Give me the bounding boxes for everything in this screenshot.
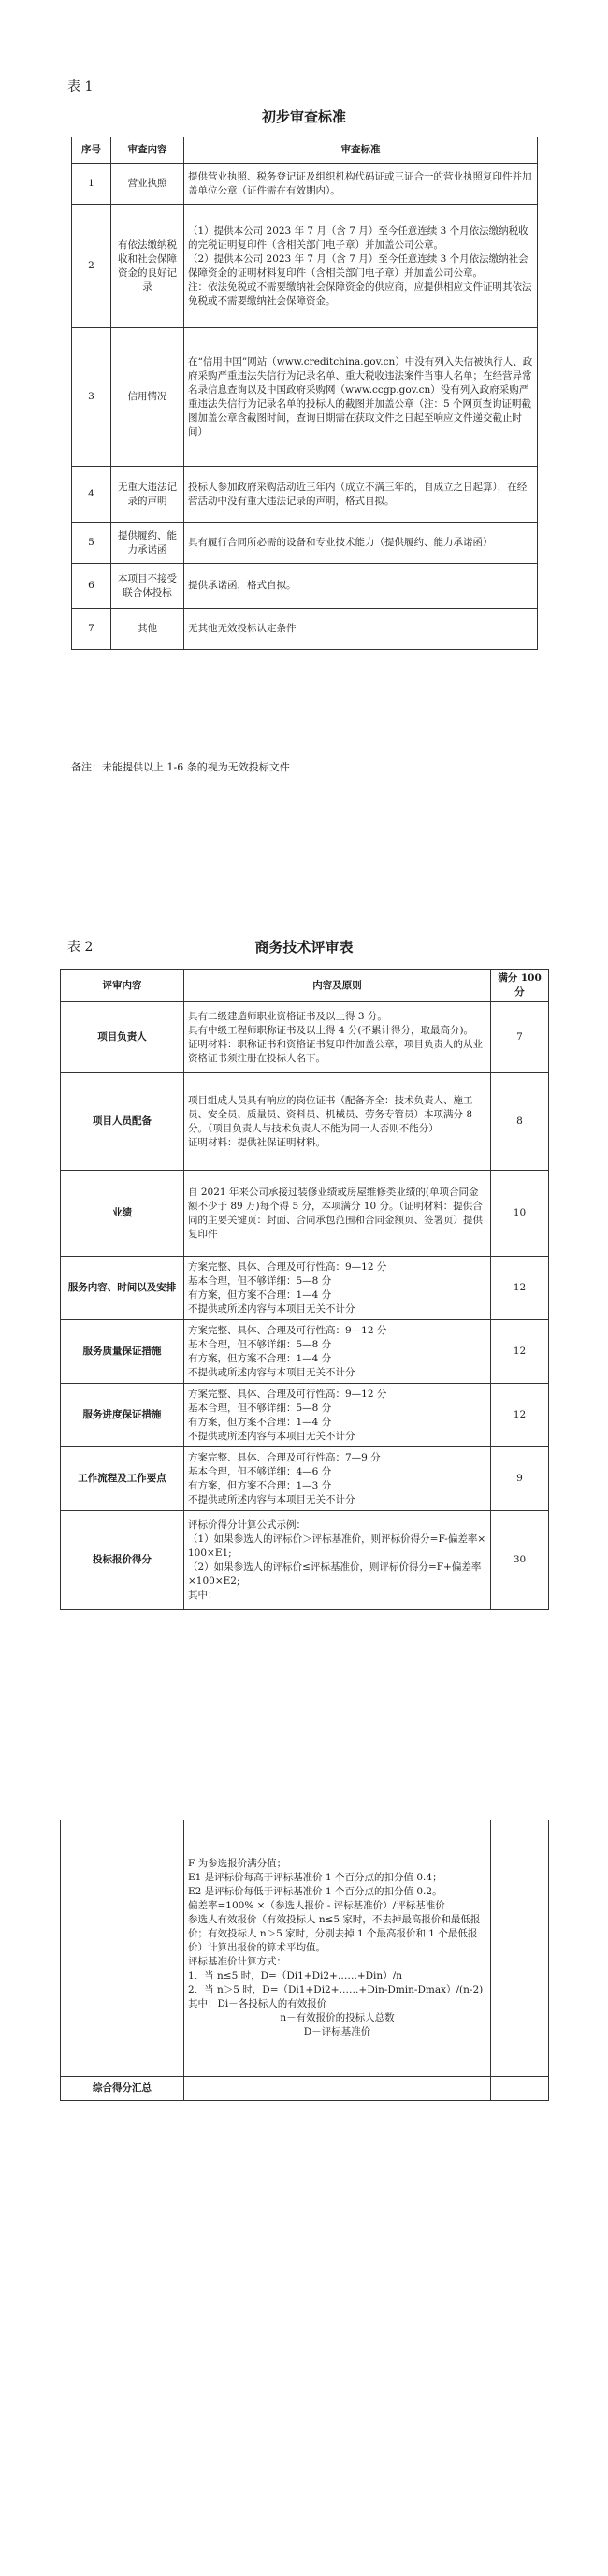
business-technical-review-table xyxy=(60,969,549,1610)
standard-line: 提供承诺函，格式自拟。 xyxy=(188,580,297,591)
detail-line: E1 是评标价每高于评标基准价 1 个百分点的扣分值 0.4； xyxy=(188,1872,442,1883)
content-line: （2）如果参选人的评标价≤评标基准价，则评标价得分=F+偏差率×100×E2; xyxy=(188,1561,482,1587)
table-row xyxy=(61,1073,549,1171)
row-no: 5 xyxy=(72,523,111,564)
header-standard: 审查标准 xyxy=(184,137,538,164)
row-content xyxy=(184,1002,491,1073)
content-line: 具有中级工程师职称证书及以上得 4 分(不累计得分，取最高分)。 xyxy=(188,1024,474,1036)
row-standard xyxy=(184,564,538,609)
row-content xyxy=(184,1511,491,1610)
detail-line-centered: D－评标基准价 xyxy=(303,2026,371,2037)
content-line: 自 2021 年来公司承接过装修业绩或房屋维修类业绩的(单项合同金额不少于 89 万)每个得 5 分，本项满分 10 分。（证明材料：提供合同的主要关键页：封面、合同承包范围和合同金额页、签署页）提供复印件 xyxy=(188,1186,483,1240)
table-row xyxy=(61,1171,549,1257)
header-score: 满分 100 分 xyxy=(491,970,549,1002)
detail-line: F 为参选报价满分值； xyxy=(188,1858,287,1869)
content-line: （1）如果参选人的评标价＞评标基准价，则评标价得分=F-偏差率×100×E1; xyxy=(188,1533,486,1559)
row-item: 投标报价得分 xyxy=(61,1511,184,1610)
table1-header-row xyxy=(72,137,538,164)
table-row xyxy=(61,1447,549,1511)
row-item: 营业执照 xyxy=(111,164,184,205)
detail-line: 其中：Di－各投标人的有效报价 xyxy=(188,1998,327,2009)
content-line: 基本合理，但不够详细：5—8 分 xyxy=(188,1338,332,1350)
content-line: 方案完整、具体、合理及可行性高：9—12 分 xyxy=(188,1388,387,1400)
content-line: 具有二级建造师职业资格证书及以上得 3 分。 xyxy=(188,1010,387,1022)
content-line: 有方案，但方案不合理：1—4 分 xyxy=(188,1352,332,1364)
detail-line: 偏差率=100% ×（参选人报价 - 评标基准价）/评标基准价 xyxy=(188,1900,445,1911)
row-no: 2 xyxy=(72,205,111,328)
table1-label: 表 1 xyxy=(67,79,94,94)
row-item: 无重大违法记录的声明 xyxy=(111,467,184,523)
detail-line: 2、当 n＞5 时，D=（Di1+Di2+……+Din-Dmin-Dmax）/(n-2) xyxy=(188,1984,484,1995)
table-row xyxy=(72,328,538,467)
row-no: 7 xyxy=(72,609,111,650)
detail-line: 评标基准价计算方式： xyxy=(188,1956,286,1967)
price-score-detail xyxy=(184,1820,491,2077)
standard-line: 注：依法免税或不需要缴纳社会保障资金的供应商，应提供相应文件证明其依法免税或不需要缴纳社会保障资金。 xyxy=(188,281,532,307)
table-row xyxy=(72,205,538,328)
content-line: 不提供或所述内容与本项目无关不计分 xyxy=(188,1493,355,1505)
row-no: 6 xyxy=(72,564,111,609)
detail-line-centered: n－有效报价的投标人总数 xyxy=(280,2012,395,2023)
content-line: 方案完整、具体、合理及可行性高：9—12 分 xyxy=(188,1260,387,1273)
row-score: 12 xyxy=(491,1384,549,1447)
standard-line: 具有履行合同所必需的设备和专业技术能力（提供履约、能力承诺函） xyxy=(188,537,493,548)
content-line: 方案完整、具体、合理及可行性高：7—9 分 xyxy=(188,1451,381,1463)
row-score: 30 xyxy=(491,1511,549,1610)
table-row xyxy=(61,1820,549,2077)
table-row xyxy=(61,1002,549,1073)
content-line: 证明材料：职称证书和资格证书复印件加盖公章，项目负责人的从业资格证书须注册在投标人名下。 xyxy=(188,1038,483,1064)
row-item: 提供履约、能力承诺函 xyxy=(111,523,184,564)
detail-line: 1、当 n≤5 时，D=（Di1+Di2+……+Din）/n xyxy=(188,1970,402,1981)
cont-item-cell xyxy=(61,1820,184,2077)
row-item: 服务进度保证措施 xyxy=(61,1384,184,1447)
header-item: 评审内容 xyxy=(61,970,184,1002)
content-line: 有方案，但方案不合理：1—4 分 xyxy=(188,1288,332,1301)
row-standard xyxy=(184,609,538,650)
content-line: 不提供或所述内容与本项目无关不计分 xyxy=(188,1302,355,1315)
content-line: 方案完整、具体、合理及可行性高：9—12 分 xyxy=(188,1324,387,1336)
row-item: 信用情况 xyxy=(111,328,184,467)
row-score: 12 xyxy=(491,1320,549,1384)
table1-title: 初步审查标准 xyxy=(261,108,346,125)
table2-title: 商务技术评审表 xyxy=(254,939,354,956)
row-score: 8 xyxy=(491,1073,549,1171)
standard-line: （1）提供本公司 2023 年 7 月（含 7 月）至今任意连续 3 个月依法缴纳税收的完税证明复印件（含相关部门电子章）并加盖公司公章。 xyxy=(188,224,528,251)
table2-label: 表 2 xyxy=(67,940,94,955)
content-line: 基本合理，但不够详细：4—6 分 xyxy=(188,1465,332,1477)
table-row xyxy=(72,467,538,523)
standard-line: 提供营业执照、税务登记证及组织机构代码证或三证合一的营业执照复印件并加盖单位公章（证件需在有效期内）。 xyxy=(188,170,532,196)
row-standard xyxy=(184,205,538,328)
row-content xyxy=(184,1257,491,1320)
summary-content-cell xyxy=(184,2077,491,2101)
table-row xyxy=(61,1257,549,1320)
content-line: 其中： xyxy=(188,1589,218,1601)
row-item: 项目负责人 xyxy=(61,1002,184,1073)
header-no: 序号 xyxy=(72,137,111,164)
row-item: 服务质量保证措施 xyxy=(61,1320,184,1384)
content-line: 不提供或所述内容与本项目无关不计分 xyxy=(188,1366,355,1378)
row-score: 12 xyxy=(491,1257,549,1320)
header-content: 内容及原则 xyxy=(184,970,491,1002)
content-line: 不提供或所述内容与本项目无关不计分 xyxy=(188,1430,355,1442)
table-row xyxy=(72,564,538,609)
row-item: 服务内容、时间以及安排 xyxy=(61,1257,184,1320)
row-standard xyxy=(184,467,538,523)
row-item: 本项目不接受联合体投标 xyxy=(111,564,184,609)
standard-line: 投标人参加政府采购活动近三年内（成立不满三年的，自成立之日起算），在经营活动中没有重大违法记录的声明，格式自拟。 xyxy=(188,481,528,507)
content-line: 有方案，但方案不合理：1—3 分 xyxy=(188,1479,332,1491)
table-row xyxy=(61,1384,549,1447)
detail-line: 参选人有效报价（有效投标人 n≤5 家时，不去掉最高报价和最低报价；有效投标人 n＞5 家时，分别去掉 1 个最高报价和 1 个最低报价）计算出报价的算术平均值。 xyxy=(188,1914,481,1953)
table2-header-row xyxy=(61,970,549,1002)
row-standard xyxy=(184,328,538,467)
cont-score-cell xyxy=(491,1820,549,2077)
content-line: 基本合理，但不够详细：5—8 分 xyxy=(188,1402,332,1414)
row-item: 工作流程及工作要点 xyxy=(61,1447,184,1511)
row-standard xyxy=(184,164,538,205)
row-score: 10 xyxy=(491,1171,549,1257)
row-no: 1 xyxy=(72,164,111,205)
summary-row xyxy=(61,2077,549,2101)
standard-line: 在“信用中国”网站（www.creditchina.gov.cn）中没有列入失信被执行人、政府采购严重违法失信行为记录名单、重大税收违法案件当事人名单；在经营异常名录信息查询以及中国政府采购网（www.ccgp.gov.cn）没有列入政府采购严重违法失信行为记录名单的投标人的截图并加盖公章（注：5 个网页查询证明截图加盖公章含截图时间，查询日期需在获取文件之日起至响应文件递交截止时间） xyxy=(188,355,533,438)
content-line: 项目组成人员具有响应的岗位证书（配备齐全：技术负责人、施工员、安全员、质量员、资料员、机械员、劳务专管员）本项满分 8 分。（项目负责人与技术负责人不能为同一人否则不能分） xyxy=(188,1094,473,1134)
table-row xyxy=(72,164,538,205)
summary-label: 综合得分汇总 xyxy=(61,2077,184,2101)
detail-line: E2 是评标价每低于评标基准价 1 个百分点的扣分值 0.2。 xyxy=(188,1886,442,1897)
standard-line: 无其他无效投标认定条件 xyxy=(188,623,297,634)
row-content xyxy=(184,1073,491,1171)
row-content xyxy=(184,1447,491,1511)
row-content xyxy=(184,1171,491,1257)
content-line: 有方案，但方案不合理：1—4 分 xyxy=(188,1416,332,1428)
row-item: 业绩 xyxy=(61,1171,184,1257)
table-row xyxy=(72,523,538,564)
row-content xyxy=(184,1384,491,1447)
row-standard xyxy=(184,523,538,564)
content-line: 基本合理，但不够详细：5—8 分 xyxy=(188,1274,332,1287)
content-line: 评标价得分计算公式示例： xyxy=(188,1518,306,1531)
table-row xyxy=(72,609,538,650)
row-score: 9 xyxy=(491,1447,549,1511)
row-content xyxy=(184,1320,491,1384)
header-item: 审查内容 xyxy=(111,137,184,164)
row-no: 4 xyxy=(72,467,111,523)
review-standard-table xyxy=(71,137,538,650)
table-row xyxy=(61,1320,549,1384)
row-item: 有依法缴纳税收和社会保障资金的良好记录 xyxy=(111,205,184,328)
table-row xyxy=(61,1511,549,1610)
row-score: 7 xyxy=(491,1002,549,1073)
review-table-continuation xyxy=(60,1820,549,2101)
content-line: 证明材料：提供社保证明材料。 xyxy=(188,1136,326,1148)
table1-note: 备注：未能提供以上 1-6 条的视为无效投标文件 xyxy=(71,761,290,773)
row-no: 3 xyxy=(72,328,111,467)
row-item: 项目人员配备 xyxy=(61,1073,184,1171)
row-item: 其他 xyxy=(111,609,184,650)
standard-line: （2）提供本公司 2023 年 7 月（含 7 月）至今任意连续 3 个月依法缴纳社会保障资金的证明材料复印件（含相关部门电子章）并加盖公司公章。 xyxy=(188,252,528,279)
summary-score-cell xyxy=(491,2077,549,2101)
